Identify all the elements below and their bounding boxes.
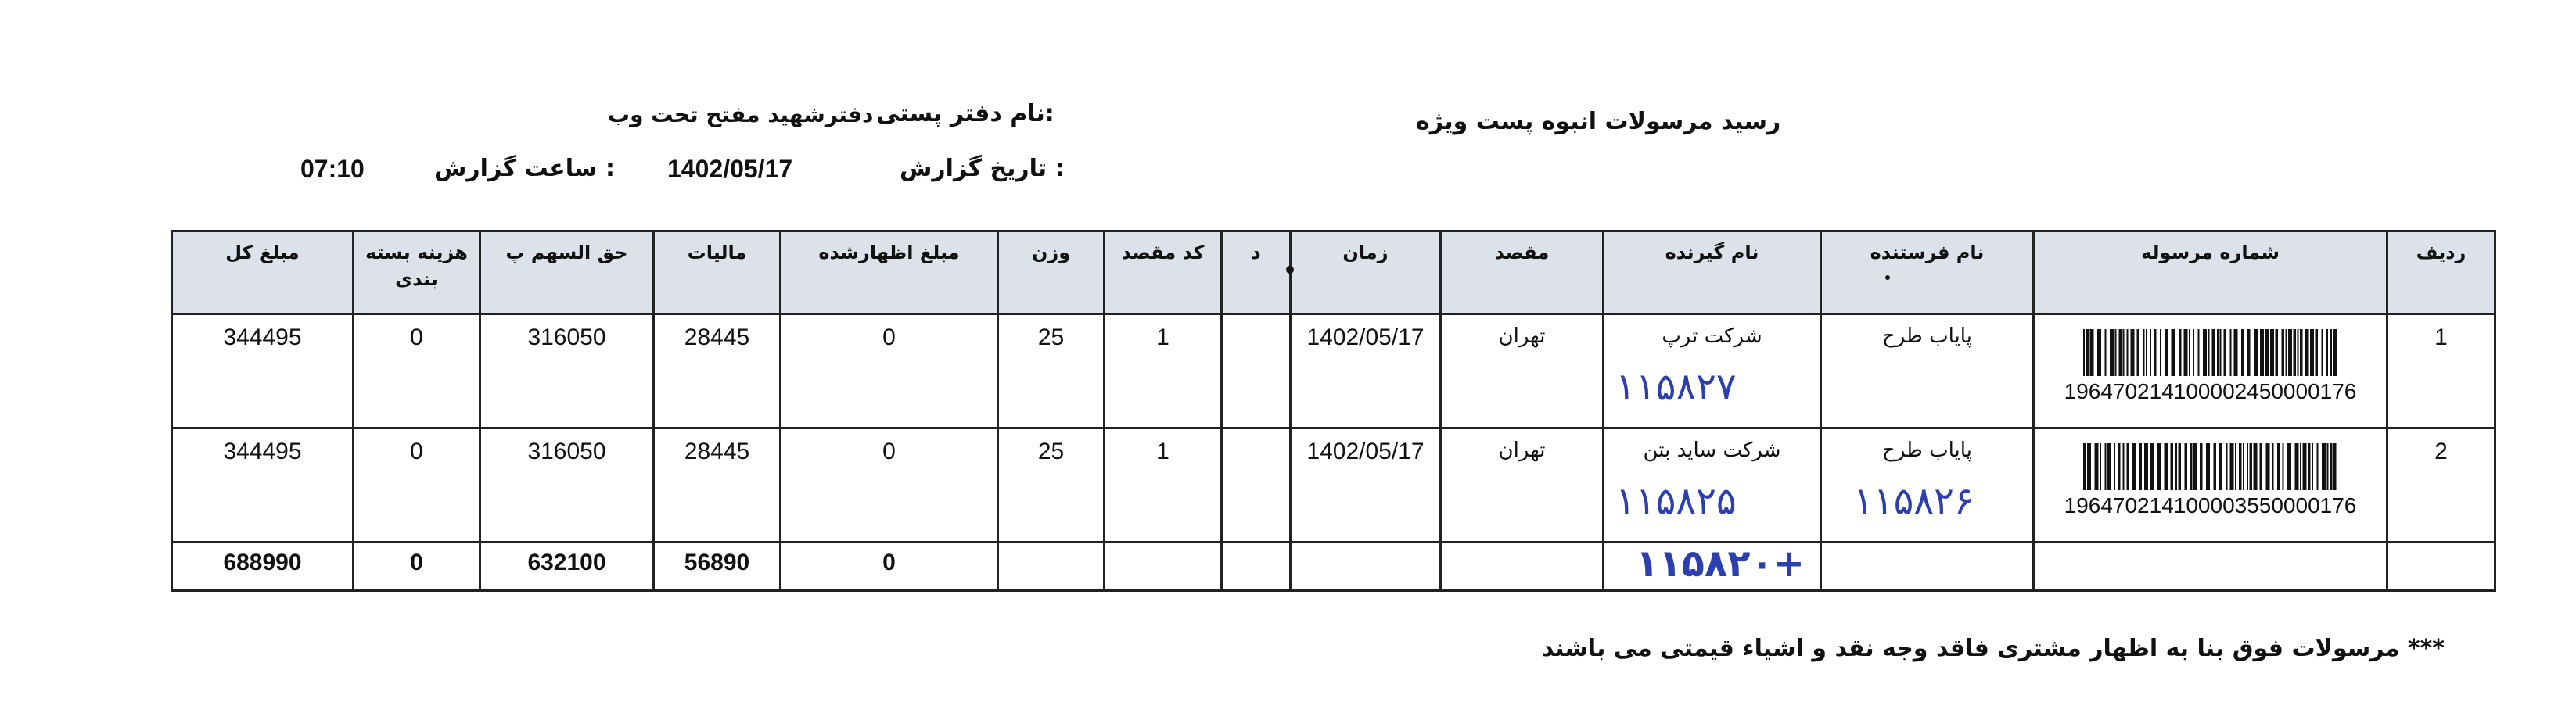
- barcode-bar: [2179, 329, 2182, 376]
- barcode-bar: [2107, 443, 2111, 490]
- barcode-bar: [2272, 443, 2273, 490]
- barcode-bar: [2229, 443, 2233, 490]
- barcode-bar: [2143, 329, 2144, 376]
- barcode-bar: [2122, 443, 2124, 490]
- cell-row: 2: [2387, 428, 2495, 543]
- col-weight: وزن: [998, 231, 1105, 314]
- barcode-bar: [2086, 329, 2089, 376]
- table-row: [172, 428, 2495, 543]
- barcode-bar: [2208, 329, 2209, 376]
- handwritten-note: ۱۱۵۸۲۶: [1853, 479, 1974, 523]
- col-packing: هزینه بسته بندی: [354, 231, 480, 314]
- ink-dot: [1885, 275, 1890, 280]
- barcode-bar: [2300, 443, 2301, 490]
- barcode-bar: [2122, 329, 2124, 376]
- barcode-bar: [2110, 329, 2114, 376]
- barcode-bar: [2104, 329, 2106, 376]
- cell-declared: 0: [781, 428, 998, 543]
- barcode-bar: [2235, 443, 2236, 490]
- receipt-title: رسید مرسولات انبوه پست ویژه: [1416, 108, 1781, 135]
- cell-tax: 28445: [654, 314, 781, 428]
- cell-total: 344495: [172, 428, 354, 543]
- barcode-bar: [2247, 443, 2248, 490]
- barcode-bar: [2265, 329, 2269, 376]
- barcode-bar: [2226, 443, 2227, 490]
- barcode-bar: [2330, 443, 2333, 490]
- handwritten-note: ۱۱۵۸۲۵: [1615, 479, 1737, 523]
- cell-destination: تهران: [1441, 314, 1604, 428]
- barcode-bar: [2233, 329, 2237, 376]
- col-row: ردیف: [2387, 231, 2495, 314]
- table-row: [172, 314, 2495, 428]
- barcode-bar: [2118, 329, 2122, 376]
- cell-tracking: [2034, 314, 2387, 428]
- barcode-bar: [2310, 329, 2314, 376]
- barcode-bar: [2293, 329, 2296, 376]
- cell-time: [1291, 543, 1441, 591]
- barcode-bar: [2189, 329, 2190, 376]
- total-packing: 0: [354, 543, 480, 591]
- barcode-bar: [2197, 329, 2199, 376]
- totals-row: [172, 543, 2495, 591]
- barcode-bar: [2193, 329, 2194, 376]
- barcode-bar: [2239, 443, 2242, 490]
- col-sender: نام فرستنده: [1821, 231, 2034, 314]
- barcode-bar: [2270, 329, 2274, 376]
- report-time-label: ساعت گزارش :: [434, 155, 615, 182]
- barcode-bar: [2170, 443, 2173, 490]
- barcode-bar: [2259, 443, 2262, 490]
- cell-declared: 0: [781, 314, 998, 428]
- report-time-value: 07:10: [300, 155, 365, 183]
- barcode-bar: [2211, 329, 2215, 376]
- barcode-bar: [2260, 329, 2264, 376]
- cell-time: 1402/05/17: [1291, 428, 1441, 543]
- barcode-bar: [2321, 329, 2323, 376]
- cell-share: 316050: [480, 314, 654, 428]
- barcode-bar: [2150, 329, 2151, 376]
- tracking-number: 19647021410000245000017​6: [2064, 379, 2357, 403]
- barcode-image: [2082, 329, 2340, 376]
- handwritten-note: +۱۱۵۸۲۰: [1636, 542, 1805, 586]
- cell-destination: تهران: [1441, 428, 1604, 543]
- barcode-bar: [2219, 443, 2222, 490]
- cell-d: [1222, 428, 1291, 543]
- cell-d: [1222, 314, 1291, 428]
- barcode-bar: [2139, 443, 2142, 490]
- cell-receiver: [1604, 543, 1821, 591]
- barcode-bar: [2241, 329, 2244, 376]
- col-dest-code: کد مقصد: [1105, 231, 1222, 314]
- col-receiver: نام گیرنده: [1604, 231, 1821, 314]
- cell-sender: [1821, 428, 2034, 543]
- barcode-bar: [2277, 443, 2280, 490]
- barcode-bar: [2217, 329, 2219, 376]
- barcode-bar: [2100, 443, 2101, 490]
- cell-share: 316050: [480, 428, 654, 543]
- barcode-bar: [2114, 443, 2115, 490]
- cell-dest-code: 1: [1105, 314, 1222, 428]
- barcode-bar: [2300, 329, 2303, 376]
- cell-row: [2387, 543, 2495, 591]
- barcode-bar: [2132, 443, 2136, 490]
- handwritten-note: ۱۱۵۸۲۷: [1615, 365, 1737, 409]
- col-time: زمان: [1291, 231, 1441, 314]
- table-header-row: [172, 231, 2495, 314]
- barcode-bar: [2136, 329, 2139, 376]
- barcode-bar: [2175, 443, 2177, 490]
- cell-sender: [1821, 543, 2034, 591]
- barcode-bar: [2104, 443, 2106, 490]
- cell-weight: 25: [998, 314, 1105, 428]
- barcode-bar: [2097, 329, 2101, 376]
- barcode-bar: [2333, 329, 2337, 376]
- cell-packing: 0: [354, 428, 480, 543]
- barcode-bar: [2183, 329, 2187, 376]
- barcode-bar: [2223, 329, 2226, 376]
- barcode-bar: [2154, 329, 2157, 376]
- barcode-bar: [2243, 443, 2244, 490]
- total-declared: 0: [781, 543, 998, 591]
- barcode-bar: [2146, 329, 2147, 376]
- barcode-bar: [2206, 443, 2210, 490]
- barcode-bar: [2190, 443, 2193, 490]
- footer-note: *** مرسولات فوق بنا به اظهار مشتری فاقد وجه نقد و اشیاء قیمتی می باشند: [1541, 635, 2445, 662]
- barcode-bar: [2144, 443, 2148, 490]
- barcode-bar: [2083, 329, 2085, 376]
- report-date-value: 1402/05/17: [667, 155, 793, 183]
- barcode-bar: [2265, 443, 2269, 490]
- cell-total: 344495: [172, 314, 354, 428]
- cell-receiver: [1604, 428, 1821, 543]
- barcode-bar: [2229, 329, 2231, 376]
- barcode-image: [2082, 443, 2340, 490]
- col-declared: مبلغ اظهارشده: [781, 231, 998, 314]
- sender-name: پایاب طرح: [1882, 439, 1972, 462]
- report-date-label: تاریخ گزارش :: [900, 155, 1065, 182]
- barcode-bar: [2213, 443, 2216, 490]
- col-tax: مالیات: [654, 231, 781, 314]
- barcode-bar: [2253, 443, 2257, 490]
- receiver-name: شرکت ترپ: [1662, 324, 1762, 348]
- col-total: مبلغ کل: [172, 231, 354, 314]
- cell-dest-code: 1: [1105, 428, 1222, 543]
- cell-row: 1: [2387, 314, 2495, 428]
- barcode-bar: [2164, 443, 2168, 490]
- barcode-bar: [2200, 443, 2203, 490]
- barcode-bar: [2322, 443, 2326, 490]
- barcode-bar: [2130, 329, 2134, 376]
- shipments-table: [171, 230, 2496, 592]
- barcode-bar: [2275, 329, 2278, 376]
- barcode-bar: [2333, 443, 2337, 490]
- barcode-bar: [2165, 329, 2168, 376]
- barcode-bar: [2288, 329, 2292, 376]
- barcode-bar: [2302, 443, 2306, 490]
- barcode-bar: [2285, 329, 2287, 376]
- barcode-bar: [2297, 329, 2298, 376]
- cell-weight: 25: [998, 428, 1105, 543]
- barcode-bar: [2254, 329, 2258, 376]
- ink-dot: [1286, 266, 1294, 274]
- barcode-bar: [2083, 443, 2086, 490]
- barcode-bar: [2157, 443, 2161, 490]
- barcode-bar: [2330, 329, 2332, 376]
- barcode-bar: [2247, 329, 2251, 376]
- cell-packing: 0: [354, 314, 480, 428]
- barcode-bar: [2089, 329, 2093, 376]
- barcode-bar: [2203, 329, 2207, 376]
- barcode-bar: [2126, 443, 2129, 490]
- barcode-bar: [2308, 443, 2311, 490]
- cell-destination: [1441, 543, 1604, 591]
- barcode-bar: [2312, 443, 2313, 490]
- total-share: 632100: [480, 543, 654, 591]
- barcode-bar: [2219, 329, 2221, 376]
- barcode-bar: [2282, 443, 2283, 490]
- office-label: نام دفتر پستی:: [876, 100, 1054, 127]
- barcode-bar: [2184, 443, 2187, 490]
- barcode-bar: [2249, 443, 2252, 490]
- cell-weight: [998, 543, 1105, 591]
- barcode-bar: [2094, 443, 2098, 490]
- col-d: د: [1222, 231, 1291, 314]
- cell-d: [1222, 543, 1291, 591]
- barcode-bar: [2087, 443, 2091, 490]
- barcode-bar: [2326, 443, 2328, 490]
- col-destination: مقصد: [1441, 231, 1604, 314]
- barcode-bar: [2171, 329, 2175, 376]
- barcode-bar: [2315, 329, 2318, 376]
- cell-tracking: [2034, 543, 2387, 591]
- receiver-name: شرکت ساید بتن: [1643, 439, 1781, 462]
- barcode-bar: [2294, 443, 2298, 490]
- barcode-bar: [2114, 329, 2116, 376]
- barcode-bar: [2118, 443, 2121, 490]
- barcode-bar: [2281, 329, 2284, 376]
- barcode-bar: [2287, 443, 2291, 490]
- office-value: دفترشهید مفتح تحت وب: [608, 102, 874, 127]
- barcode-bar: [2305, 329, 2308, 376]
- col-share: حق السهم پ: [480, 231, 654, 314]
- barcode-bar: [2178, 443, 2181, 490]
- cell-dest-code: [1105, 543, 1222, 591]
- barcode-bar: [2150, 443, 2154, 490]
- barcode-bar: [2326, 329, 2328, 376]
- barcode-bar: [2160, 329, 2161, 376]
- barcode-bar: [2193, 443, 2197, 490]
- cell-receiver: [1604, 314, 1821, 428]
- col-tracking: شماره مرسوله: [2034, 231, 2387, 314]
- total-tax: 56890: [654, 543, 781, 591]
- total-amount: 688990: [172, 543, 354, 591]
- cell-time: 1402/05/17: [1291, 314, 1441, 428]
- tracking-number: 1964702141000035500001​76: [2064, 493, 2357, 518]
- cell-tracking: [2034, 428, 2387, 543]
- cell-tax: 28445: [654, 428, 781, 543]
- barcode-bar: [2126, 329, 2128, 376]
- barcode-bar: [2316, 443, 2318, 490]
- cell-sender: پایاب طرح: [1821, 314, 2034, 428]
